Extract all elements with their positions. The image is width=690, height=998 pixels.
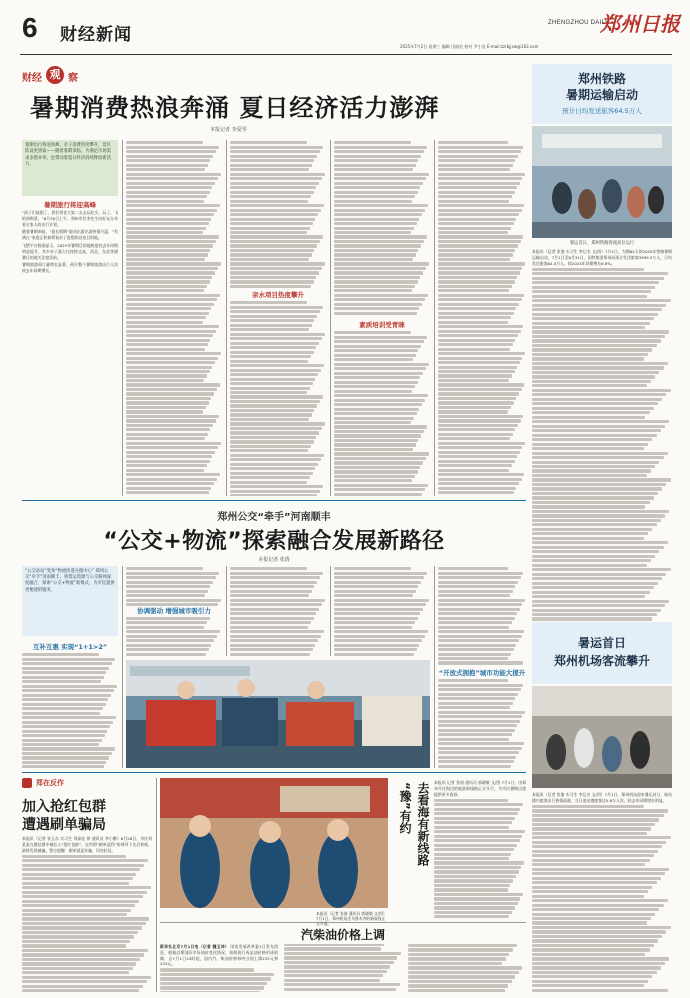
oil-byline: 新华社北京7月1日电（记者 魏玉坤） [160, 944, 229, 949]
lower-middle-text-b [160, 912, 310, 920]
filler-text [22, 855, 152, 992]
filler-text [438, 679, 526, 768]
railway-panel [532, 64, 672, 124]
feature-sub-1: 互补互惠 实现“1+1>2” [32, 643, 108, 651]
section-rule [160, 922, 526, 923]
date-line: 2025年7月2日 星期三 编辑 田丽宏 校对 尹小良 E-mail:zzrbjjxw@163.com [400, 44, 539, 49]
filler-text [434, 799, 526, 920]
airport-title-2: 郑州机场客流攀升 [553, 654, 650, 668]
oil-title: 汽柴油价格上调 [300, 928, 385, 942]
col-divider [122, 566, 123, 768]
airport-photo [532, 686, 672, 788]
main-story-p1: “孩子们放假了，我们带老大第二去去玩吃买，玩了，飞机网购票，”6月30日上午，郑州市民李先生向好友分享着全家人的出行计划。 [22, 210, 118, 227]
col-divider [226, 140, 227, 496]
oil-text-lead: 国家发展改革委1日发布消息，根据近期国际市场油价变化情况，按照现行成品油价格形成机制，自7月1日24时起，国内汽、柴油价格每吨分别上调235元和225元。 [160, 944, 278, 967]
main-story-p2: 随着暑期来临，“超长假期”驱动出游出游热情升温，“有满孔”家庭正积极筹划亲子度假的首选目的地。 [22, 229, 118, 241]
feature-byline: 本报记者 张倩 [258, 557, 290, 563]
paper-logo: 郑州日报 [600, 12, 680, 36]
main-story-title: 暑期消费热浪奔涌 夏日经济活力澎湃 [30, 94, 440, 122]
column-logo [22, 66, 102, 84]
main-story-byline: 本报记者 李爱琴 [210, 127, 247, 133]
section-rule [22, 772, 526, 773]
airport-title-1: 暑运首日 [577, 636, 626, 650]
lower-left-text [22, 836, 152, 992]
column-logo-circle: 观 [46, 66, 64, 84]
filler-text [334, 331, 430, 496]
main-story-col-2 [126, 140, 222, 496]
col-divider [156, 778, 157, 992]
filler-text [22, 653, 118, 768]
feature-sub-3: “开放式拥抱”城市功能大提升 [438, 669, 526, 677]
col-divider [330, 140, 331, 496]
lower-middle-text [434, 780, 526, 920]
paper-en-name: ZHENGZHOU DAILY [548, 20, 610, 26]
railway-subtitle: 预计日均发送旅客64.5万人 [562, 107, 642, 115]
main-story-col-1 [22, 210, 118, 500]
feature-lead: “公交站站”变身“物流快递分拨中心” 郑州公交“牵手”河南顺丰，将货运资源与公交路网深度融合，探索“公交+物流”新模式，为市民提供更便捷的服务。 [25, 569, 115, 593]
section-name: 财经新闻 [60, 25, 132, 45]
col-divider [434, 566, 435, 768]
main-story-col-4b [334, 330, 430, 496]
main-story-col-4 [334, 140, 430, 316]
feature-col-4 [334, 566, 430, 656]
main-sub-2: 亲水项目热度攀升 [252, 291, 304, 299]
page-number: 6 [22, 12, 38, 43]
filler-text [532, 268, 672, 621]
lower-left-title-1: 加入抢红包群 [22, 799, 106, 815]
filler-text [230, 567, 326, 656]
filler-text [532, 805, 672, 992]
feature-lead-box [22, 566, 118, 636]
masthead-rule [20, 54, 672, 55]
main-sub-1: 暑期旅行将迎高峰 [44, 201, 96, 209]
feature-photo [126, 660, 430, 768]
main-story-col-3b [230, 300, 326, 496]
section-rule [22, 500, 526, 501]
main-story-p4: 暑期旅游预订量增长显著，预计整个暑期旅游出行人次较去年同期增长。 [22, 262, 118, 274]
main-story-lead: 暑期出行将迎高峰，亲子消费热度攀升，景区防设更到家——随着暑期来临，为满足市场需求多措并举，也带动着夏日经济持续释放新活力。 [25, 143, 111, 167]
col-divider [226, 566, 227, 656]
oil-text [160, 944, 526, 992]
column-logo-prefix: 财经 [22, 73, 42, 84]
main-story-lead-box [22, 140, 118, 196]
main-sub-3: 素质培训受青睐 [359, 321, 405, 329]
lower-left-tag [22, 776, 142, 790]
filler-text [334, 567, 430, 656]
railway-photo [532, 126, 672, 238]
filler-text [438, 141, 526, 496]
tag-icon [22, 778, 32, 788]
lower-middle-caption: 本报讯（记者 张倩 通讯员 郭晓敏 文/图）7月1日，郑州机场至乌鲁木齐的新航线正式开通。 [316, 911, 387, 926]
main-story-col-3 [230, 140, 326, 288]
col-divider [434, 140, 435, 496]
railway-title-2: 暑期运输启动 [565, 88, 638, 102]
lower-middle-photo [160, 778, 388, 908]
lower-left-text-lead: 本报讯（记者 张玉东 实习生 刘泰佳 徐 通讯员 李小鹏）6月28日，市民刘某某在微信群中被拉入“抢红包群”，在所谓“刷单返利”的诱导下先后转账，最终发现被骗。警方提醒：刷单就是诈骗，切勿轻信。 [22, 836, 152, 853]
main-story-p3: 飞猪平台数据显示，2025年暑期目的地热度较去年同期明显提升，其中亲子游占比持续走高，西北、东北等避暑目的地关注度居前。 [22, 242, 118, 260]
airport-panel [532, 622, 672, 684]
railway-text-lead: 本报讯（记者 张曼 实习生 李记名 文/图）7月1日，为期62天的2025年铁路暑期运输启动。7月1日至8月31日，国铁集团郑州局预计发送旅客3999.5万人，日均发送旅客64.5万人，较2024年同期增长6.8%。 [532, 249, 672, 266]
railway-text [532, 249, 672, 621]
lower-middle-vertical-1: “豫”有约 [398, 782, 412, 834]
lower-left-tag-label: 郑在反作 [36, 779, 64, 787]
lower-middle-text-lead: 本报讯 记者 张倩 通讯员 郭晓敏 文/图 7月1日，由郑州开往海边的旅游新线路正式开行，为市民暑期出游提供更多选择。 [434, 780, 526, 797]
feature-sub-2: 协调驱动 增强城市吸引力 [126, 606, 222, 615]
railway-title-1: 郑州铁路 [577, 72, 626, 86]
column-logo-suffix: 察 [68, 73, 78, 84]
filler-text [438, 567, 526, 666]
feature-col-5b [438, 678, 526, 768]
masthead [0, 0, 690, 58]
airport-text [532, 792, 672, 992]
lower-middle-vertical-2: 去看海有新线路 [416, 782, 430, 866]
railway-caption: 暑运首日，郑州铁路客流高位运行 [569, 241, 635, 246]
lower-left-title-2: 遭遇刷单骗局 [22, 817, 106, 833]
col-divider [330, 566, 331, 656]
filler-text [334, 141, 430, 316]
airport-text-lead: 本报讯（记者 张倩 实习生 李记名 文/图）7月1日，郑州机场迎来暑运首日，航站楼内旅客出行热情高涨，当日进出港旅客达5.8万人次，较去年同期增长明显。 [532, 792, 672, 803]
feature-col-5 [438, 566, 526, 666]
feature-col-3 [230, 566, 326, 656]
filler-text [126, 141, 222, 496]
main-story-col-5 [438, 140, 526, 496]
feature-title: “公交+物流”探索融合发展新路径 [103, 529, 445, 554]
filler-text [230, 301, 326, 496]
feature-col-1 [22, 652, 118, 768]
col-divider [122, 140, 123, 496]
filler-text [230, 141, 326, 288]
feature-overline: 郑州公交“牵手”河南顺丰 [217, 512, 331, 523]
